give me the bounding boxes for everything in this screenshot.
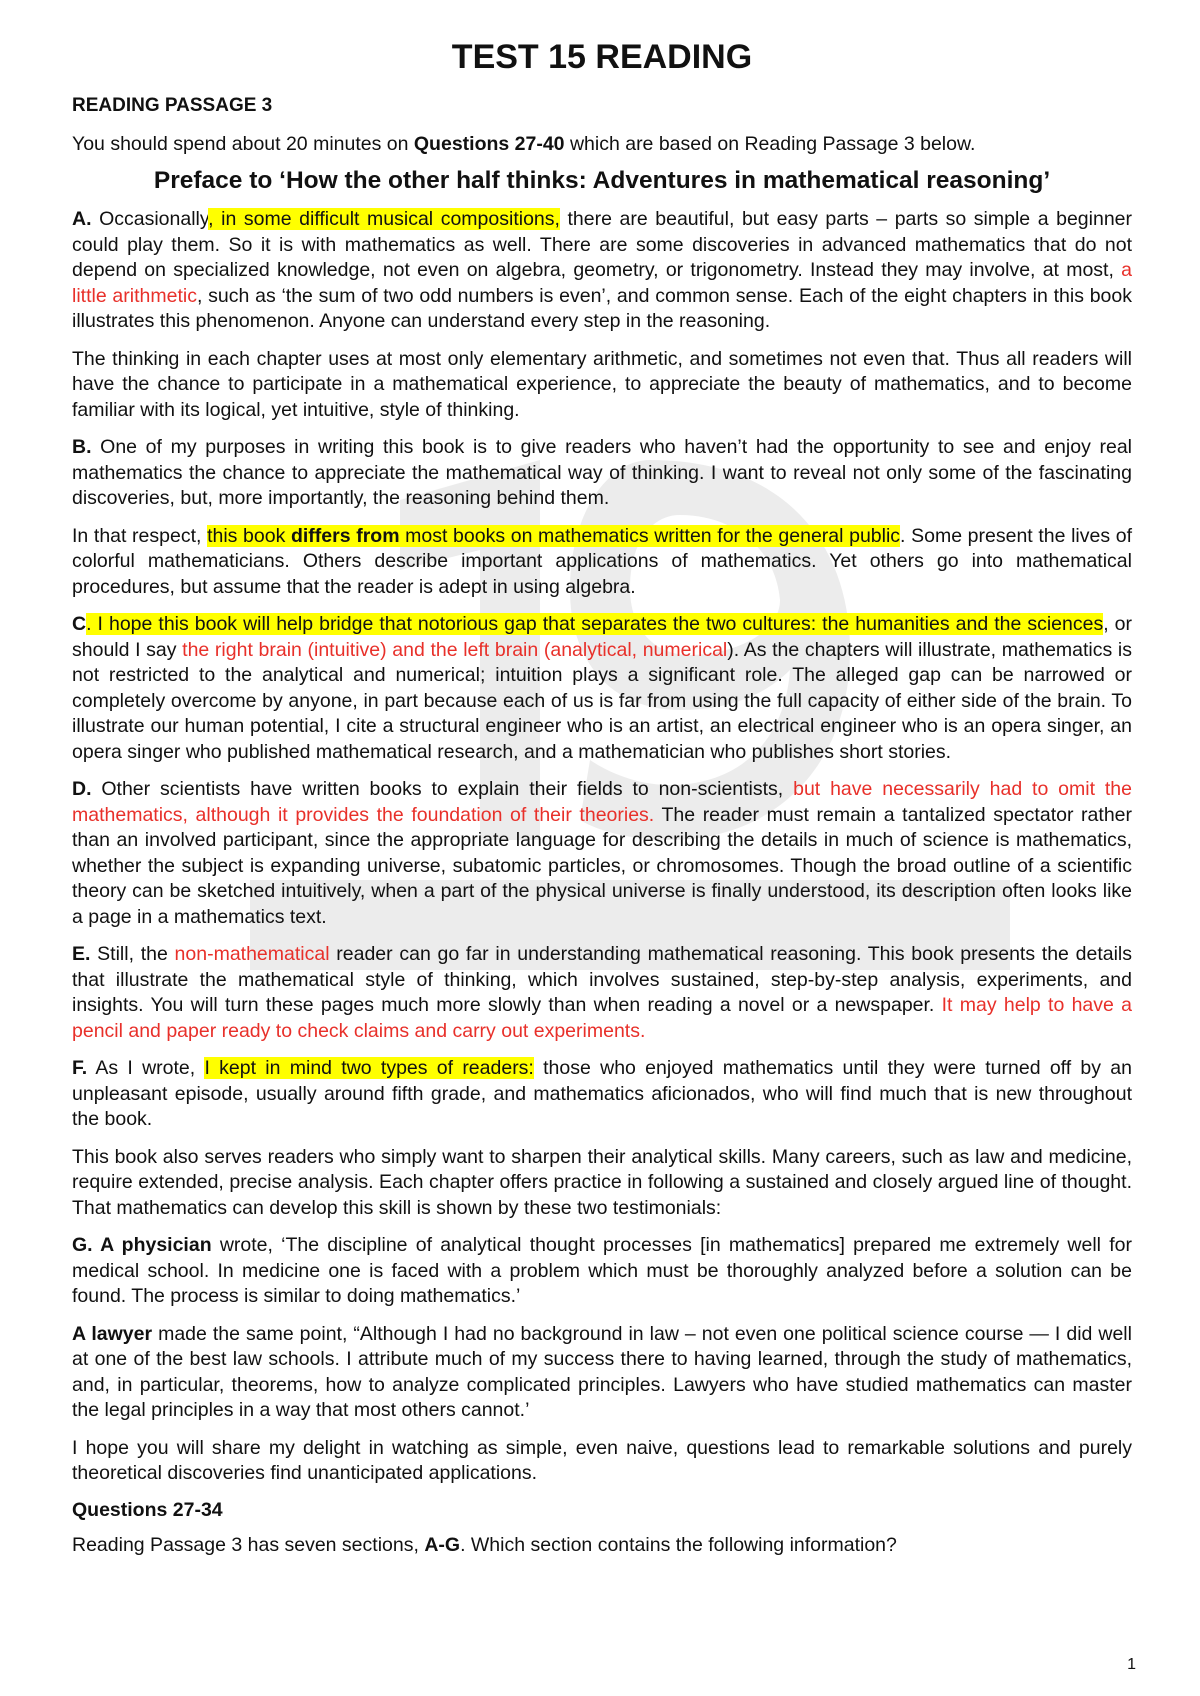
paragraph-e: E. Still, the non-mathematical reader can go far in understanding mathematical reasoning. This book presents the details that illustrate the mathematical style of thinking, which involves sustained, step-by-step analysis, experiments, and insights. You will turn these pages much more slowly than when reading a novel or a newspaper. It may help to have a pencil and paper ready to check claims and carry out experiments. — [72, 943, 1132, 1042]
paragraph-label: A. — [72, 208, 92, 230]
paragraph-g: G. A physician wrote, ‘The discipline of analytical thought processes [in mathematics] prepared me extremely well for medical school. In medicine one is faced with a problem which must be thoroughly analyzed before a solution can be found. The process is similar to doing mathematics.’ — [72, 1234, 1132, 1307]
paragraph-c: C. I hope this book will help bridge that notorious gap that separates the two cultures: the humanities and the sciences, or should I say the right brain (intuitive) and the left brain (analytical, numerical). As the chapters will illustrate, mathematics is not restricted to the analytical and numerical; intuition plays a significant role. The alleged gap can be narrowed or completely overcome by anyone, in part because each of us is far from using the full capacity of either side of the brain. To illustrate our human potential, I cite a structural engineer who is an artist, an electrical engineer who is an opera singer, an opera singer who published mathematical research, and a mathematician who publishes short stories. — [72, 613, 1132, 763]
document-content — [72, 38, 1132, 1557]
section-label: READING PASSAGE 3 — [72, 95, 273, 116]
closing-paragraph: I hope you will share my delight in watching as simple, even naive, questions lead to remarkable solutions and purely theoretical discoveries find unanticipated applications. — [72, 1436, 1132, 1484]
red-text: a little arithmetic — [72, 259, 1132, 307]
paragraph-label: D. — [72, 778, 92, 800]
page-title: TEST 15 READING — [451, 38, 753, 76]
paragraph-b: B. One of my purposes in writing this book is to give readers who haven’t had the opportunity to see and enjoy real mathematics the chance to appreciate the mathematical way of thinking. I want to reveal not only some of the fascinating discoveries, but, more importantly, the reasoning behind them. — [72, 436, 1132, 509]
paragraph-label: E. — [72, 943, 91, 965]
questions-instruction: Reading Passage 3 has seven sections, A-G. Which section contains the following information? — [72, 1533, 897, 1556]
highlighted-text: . I hope this book will help bridge that notorious gap that separates the two cultures: the humanities and the sciences — [86, 613, 1104, 635]
paragraph-f-continued: This book also serves readers who simply want to sharpen their analytical skills. Many careers, such as law and medicine, require extended, precise analysis. Each chapter offers practice in following a sustained and closely argued line of thought. That mathematics can develop this skill is shown by these two testimonials: — [72, 1145, 1132, 1219]
highlighted-text: I kept in mind two types of readers: — [204, 1057, 534, 1079]
highlighted-text: , in some difficult musical compositions, — [208, 208, 560, 230]
paragraph-b-continued: In that respect, this book differs from most books on mathematics written for the general public. Some present the lives of colorful mathematicians. Others describe important applications of mathematics. Yet others go into mathematical procedures, but assume that the reader is adept in using algebra. — [72, 524, 1132, 598]
paragraph-a: A. Occasionally, in some difficult musical compositions, there are beautiful, but easy parts – parts so simple a beginner could play them. So it is with mathematics as well. There are some discoveries in advanced mathematics that do not depend on specialized knowledge, not even on algebra, geometry, or trigonometry. Instead they may involve, at most, a little arithmetic, such as ‘the sum of two odd numbers is even’, and common sense. Each of the eight chapters in this book illustrates this phenomenon. Anyone can understand every step in the reasoning. — [72, 208, 1133, 332]
paragraph-d: D. Other scientists have written books to explain their fields to non-scientists, but have necessarily had to omit the mathematics, although it provides the foundation of their theories. The reader must remain a tantalized spectator rather than an involved participant, since the appropriate language for describing the details in much of science is mathematics, whether the subject is expanding universe, subatomic particles, or chromosomes. Though the broad outline of a scientific theory can be sketched intuitively, when a part of the physical universe is finally understood, its description often looks like a page in a mathematics text. — [72, 778, 1132, 928]
paragraph-f: F. As I wrote, I kept in mind two types of readers: those who enjoyed mathematics until they were turned off by an unpleasant episode, usually around fifth grade, and mathematics aficionados, who will find much that is new throughout the book. — [72, 1057, 1132, 1130]
paragraph-label: F. — [72, 1057, 88, 1079]
highlighted-text: this book differs from most books on mathematics written for the general public — [207, 524, 901, 547]
paragraph-label: B. — [72, 436, 92, 458]
red-text: It may help to have a pencil and paper ready to check claims and carry out experiments. — [72, 994, 1132, 1042]
paragraph-label: C — [72, 613, 87, 635]
page-number: 1 — [1127, 1656, 1136, 1673]
red-text: non-mathematical — [174, 943, 330, 965]
red-text: but have necessarily had to omit the mathematics, although it provides the foundation of their theories. — [72, 778, 1132, 826]
paragraph-a-continued: The thinking in each chapter uses at most only elementary arithmetic, and sometimes not even that. Thus all readers will have the chance to participate in a mathematical experience, to appreciate the beauty of mathematics, and to become familiar with its logical, yet intuitive, style of thinking. — [72, 347, 1132, 421]
paragraph-label: G. A physician — [72, 1234, 212, 1256]
questions-heading: Questions 27-34 — [72, 1498, 223, 1521]
intro-instruction: You should spend about 20 minutes on Questions 27-40 which are based on Reading Passage 3 below. — [72, 133, 976, 155]
paragraph-g-continued: A lawyer made the same point, “Although I had no background in law – not even one political science course — I did well at one of the best law schools. I attribute much of my success there to having learned, through the study of mathematics, and, in particular, theorems, how to analyze complicated principles. Lawyers who have studied mathematics can master the legal principles in a way that most others cannot.’ — [72, 1322, 1132, 1421]
passage-title: Preface to ‘How the other half thinks: Adventures in mathematical reasoning’ — [153, 167, 1051, 194]
red-text: the right brain (intuitive) and the left brain (analytical, numerical — [182, 638, 728, 661]
questions-range: Questions 27-40 — [413, 133, 565, 155]
paragraph-label: A lawyer — [72, 1322, 153, 1345]
